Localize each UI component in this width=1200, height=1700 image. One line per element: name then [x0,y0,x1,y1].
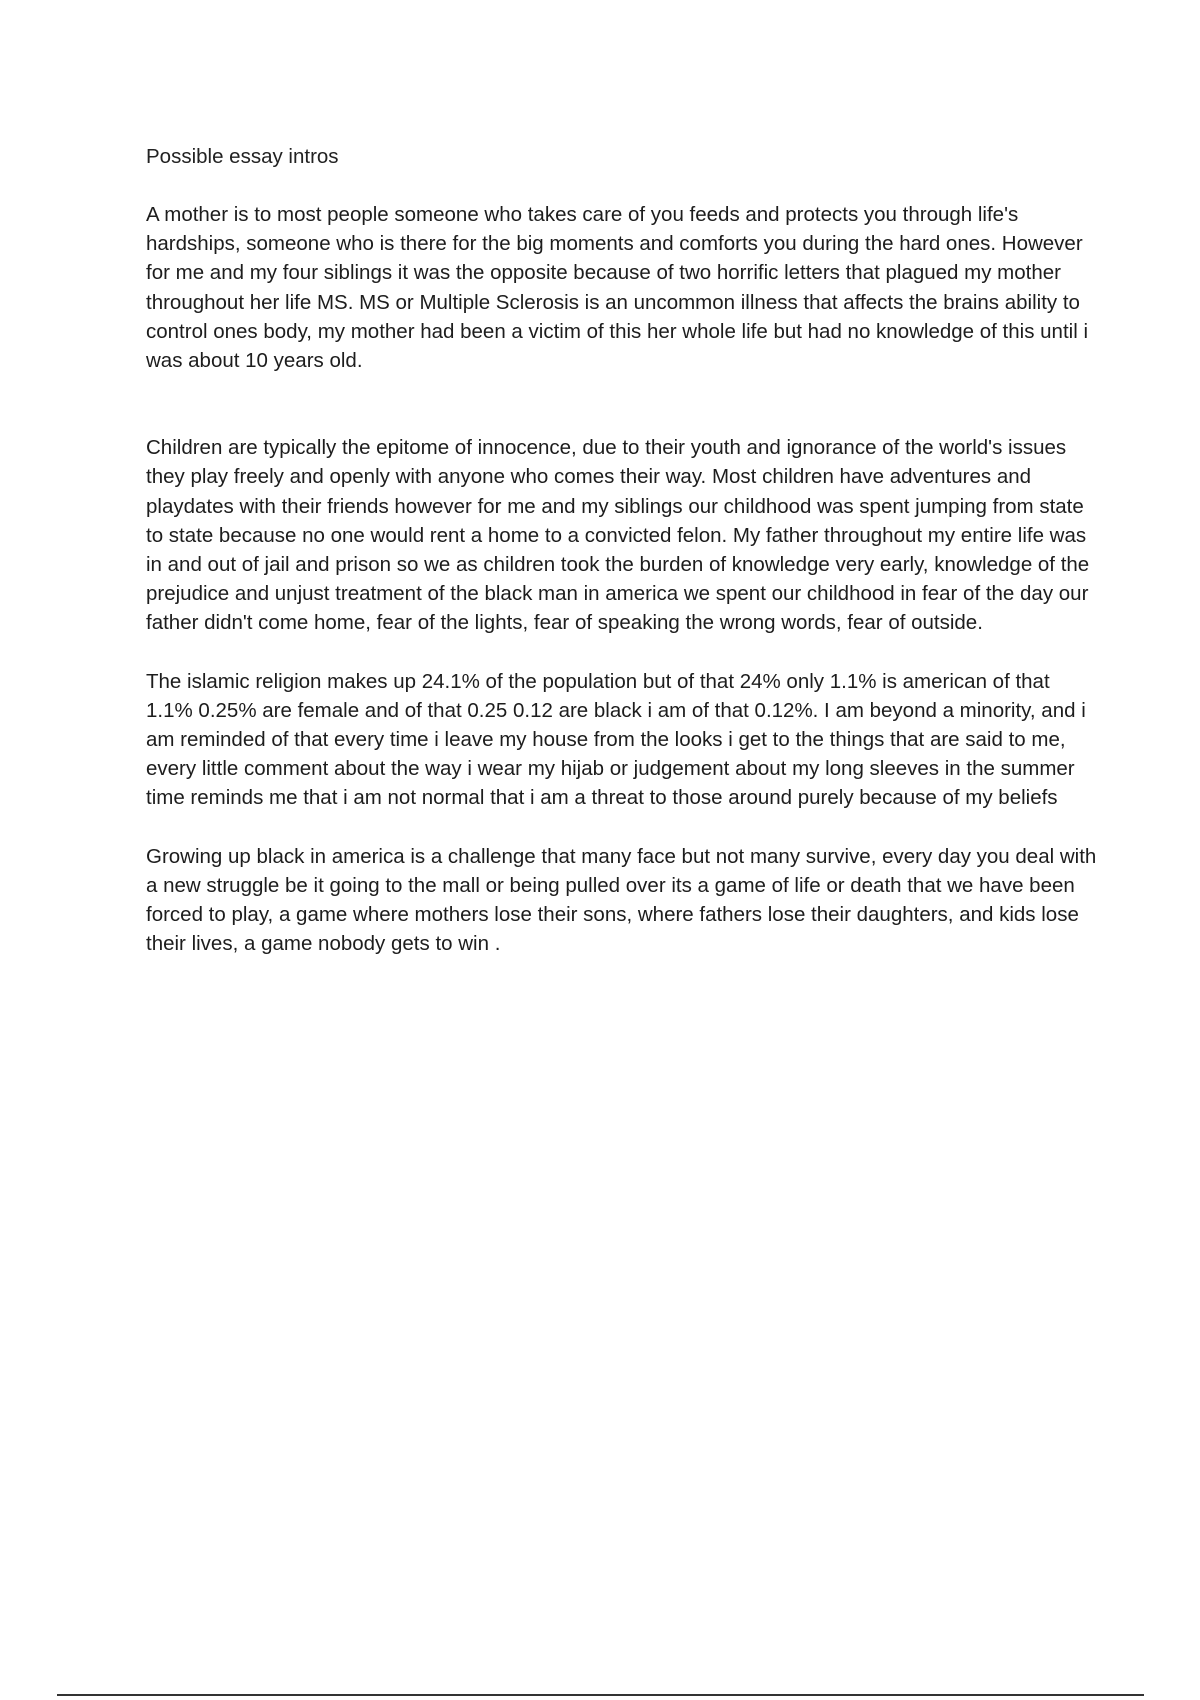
essay-intro-paragraph-4: Growing up black in america is a challenge that many face but not many survive, every day you deal with a new struggle be it going to the mall or being pulled over its a game of life or death that we have been forced to play, a game where mothers lose their sons, where fathers lose their daughters, and kids lose their lives, a game nobody gets to win . [146,844,1097,956]
document-body [146,142,1101,958]
essay-intro-paragraph-2: Children are typically the epitome of innocence, due to their youth and ignorance of the world's issues they play freely and openly with anyone who comes their way. Most children have adventures and playdates with their friends however for me and my siblings our childhood was spent jumping from state to state because no one would rent a home to a convicted felon. My father throughout my entire life was in and out of jail and prison so we as children took the burden of knowledge very early, knowledge of the prejudice and unjust treatment of the black man in america we spent our childhood in fear of the day our father didn't come home, fear of the lights, fear of speaking the wrong words, fear of outside. [146,436,1090,635]
page-bottom-divider [57,1694,1144,1696]
essay-intro-paragraph-3: The islamic religion makes up 24.1% of the population but of that 24% only 1.1% is american of that 1.1% 0.25% are female and of that 0.25 0.12 are black i am of that 0.12%. I am beyond a minority, and i am reminded of that every time i leave my house from the looks i get to the things that are said to me, every little comment about the way i wear my hijab or judgement about my long sleeves in the summer time reminds me that i am not normal that i am a threat to those around purely because of my beliefs [146,669,1086,810]
page-title: Possible essay intros [146,145,339,168]
essay-intro-paragraph-1: A mother is to most people someone who takes care of you feeds and protects you through life's hardships, someone who is there for the big moments and comforts you during the hard ones. However for me and my four siblings it was the opposite because of two horrific letters that plagued my mother throughout her life MS. MS or Multiple Sclerosis is an uncommon illness that affects the brains ability to control ones body, my mother had been a victim of this her whole life but had no knowledge of this until i was about 10 years old. [146,203,1089,373]
